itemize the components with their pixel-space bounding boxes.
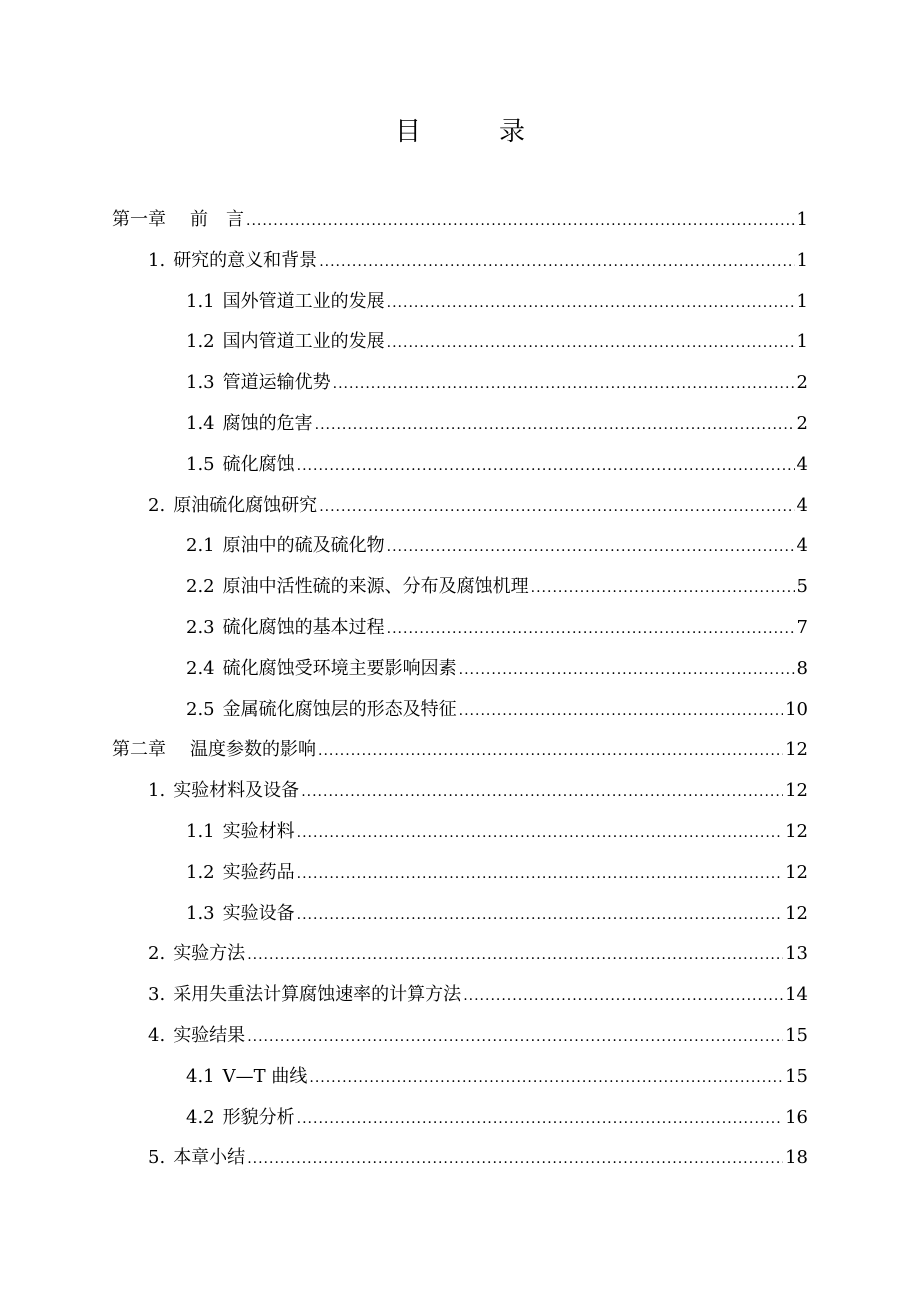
toc-entry-page: 1 [796,290,808,312]
toc-entry-page: 15 [785,1024,808,1046]
toc-entry-number: 1.5 [186,453,215,475]
dot-leader [463,976,783,1017]
dot-leader [297,1099,783,1140]
toc-entry[interactable] [112,486,808,527]
toc-title: 目 录 [394,117,551,147]
dot-leader [531,568,795,609]
toc-entry[interactable] [112,1016,808,1057]
toc-entry-page: 13 [785,943,808,965]
toc-entry[interactable] [112,404,808,445]
toc-entry[interactable] [112,853,808,894]
toc-entry-title: 原油中的硫及硫化物 [222,535,385,557]
toc-entry-title: 国内管道工业的发展 [222,331,385,353]
toc-entry-number: 第二章 [112,739,166,761]
toc-entry-number: 4.1 [186,1065,215,1087]
toc-entry-number: 4. [148,1024,166,1046]
toc-entry-page: 15 [785,1065,808,1087]
toc-entry-title: 形貌分析 [222,1106,295,1128]
toc-entry[interactable] [112,771,808,812]
toc-entry-title: V—T 曲线 [222,1065,308,1087]
toc-entry-number: 5. [148,1147,166,1169]
dot-leader [387,323,795,364]
toc-entry[interactable] [112,363,808,404]
toc-entry-number: 1.1 [186,290,215,312]
toc-entry[interactable] [112,241,808,282]
toc-entry-page: 2 [796,412,808,434]
toc-entry-title: 实验材料 [222,820,295,842]
dot-leader [315,405,795,446]
toc-entry-title: 实验材料及设备 [173,780,300,802]
toc-entry-title: 温度参数的影响 [190,739,316,761]
toc-entry[interactable] [112,812,808,853]
toc-entry[interactable] [112,608,808,649]
toc-entry-title: 原油中活性硫的来源、分布及腐蚀机理 [222,576,529,598]
dot-leader [333,364,795,405]
toc-entry-page: 14 [785,984,808,1006]
toc-entry-title: 硫化腐蚀 [222,453,295,475]
toc-entry-number: 2.5 [186,698,215,720]
toc-entry-number: 1. [148,249,166,271]
toc-entry-page: 12 [785,861,808,883]
toc-entry-number: 2. [148,494,166,516]
toc-entry-page: 16 [785,1106,808,1128]
toc-entry-title: 金属硫化腐蚀层的形态及特征 [222,698,457,720]
dot-leader [247,1139,783,1180]
toc-entry-number: 3. [148,984,166,1006]
toc-entry-number: 1.1 [186,820,215,842]
dot-leader [387,283,795,324]
toc-entry[interactable] [112,1098,808,1139]
toc-entry-page: 1 [796,249,808,271]
toc-entry-number: 2. [148,943,166,965]
toc-entry-title: 本章小结 [173,1147,246,1169]
toc-entry[interactable] [112,934,808,975]
toc-entry[interactable] [112,975,808,1016]
toc-entry-page: 10 [785,698,808,720]
toc-entry-number: 1.3 [186,372,215,394]
toc-entry-page: 8 [796,657,808,679]
dot-leader [319,242,794,283]
dot-leader [246,201,795,242]
toc-entry-number: 1. [148,780,166,802]
toc-entry[interactable] [112,1138,808,1179]
toc-entry-number: 1.4 [186,412,215,434]
toc-entry-page: 1 [796,209,808,230]
toc-entry[interactable] [112,567,808,608]
toc-entry-title: 前 言 [190,209,244,230]
toc-entry-number: 1.3 [186,902,215,924]
toc-entry[interactable] [112,649,808,690]
toc-entry-title: 硫化腐蚀的基本过程 [222,616,385,638]
dot-leader [247,1017,783,1058]
dot-leader [309,1058,783,1099]
toc-entry-page: 12 [785,739,808,761]
dot-leader [301,772,783,813]
toc-entry-title: 国外管道工业的发展 [222,290,385,312]
toc-entry[interactable] [112,445,808,486]
toc-entry-title: 原油硫化腐蚀研究 [173,494,318,516]
dot-leader [297,446,795,487]
toc-entry-title: 管道运输优势 [222,372,331,394]
toc-entry-title: 实验设备 [222,902,295,924]
toc-entry-number: 4.2 [186,1106,215,1128]
toc-entry-page: 4 [796,535,808,557]
toc-entry[interactable] [112,894,808,935]
toc-entry-number: 第一章 [112,209,166,230]
dot-leader [459,691,783,732]
toc-entry[interactable] [112,282,808,323]
toc-entry[interactable] [112,200,808,241]
dot-leader [297,813,783,854]
toc-entry-page: 4 [796,453,808,475]
dot-leader [459,650,795,691]
toc-entry-page: 5 [796,576,808,598]
toc-entry-number: 2.3 [186,616,215,638]
toc-entry-number: 2.2 [186,576,215,598]
toc-entry-title: 硫化腐蚀受环境主要影响因素 [222,657,457,679]
toc-entry[interactable] [112,730,808,771]
dot-leader [297,895,783,936]
table-of-contents [112,200,808,1179]
toc-entry-number: 1.2 [186,331,215,353]
toc-entry-title: 采用失重法计算腐蚀速率的计算方法 [173,984,462,1006]
toc-entry-title: 实验结果 [173,1024,246,1046]
toc-entry-number: 2.4 [186,657,215,679]
toc-entry[interactable] [112,1057,808,1098]
toc-entry-number: 2.1 [186,535,215,557]
toc-entry-page: 7 [796,616,808,638]
toc-entry-page: 18 [785,1147,808,1169]
dot-leader [247,935,783,976]
toc-entry[interactable] [112,526,808,567]
dot-leader [297,854,783,895]
toc-entry[interactable] [112,322,808,363]
dot-leader [319,487,794,528]
dot-leader [387,609,795,650]
toc-entry[interactable] [112,690,808,731]
toc-entry-title: 腐蚀的危害 [222,412,313,434]
toc-entry-page: 12 [785,820,808,842]
toc-entry-page: 4 [796,494,808,516]
toc-entry-title: 实验药品 [222,861,295,883]
toc-entry-page: 2 [796,372,808,394]
toc-entry-title: 研究的意义和背景 [173,249,318,271]
toc-entry-number: 1.2 [186,861,215,883]
toc-entry-page: 12 [785,780,808,802]
toc-entry-page: 12 [785,902,808,924]
dot-leader [318,731,783,772]
toc-entry-page: 1 [796,331,808,353]
dot-leader [387,527,795,568]
toc-entry-title: 实验方法 [173,943,246,965]
